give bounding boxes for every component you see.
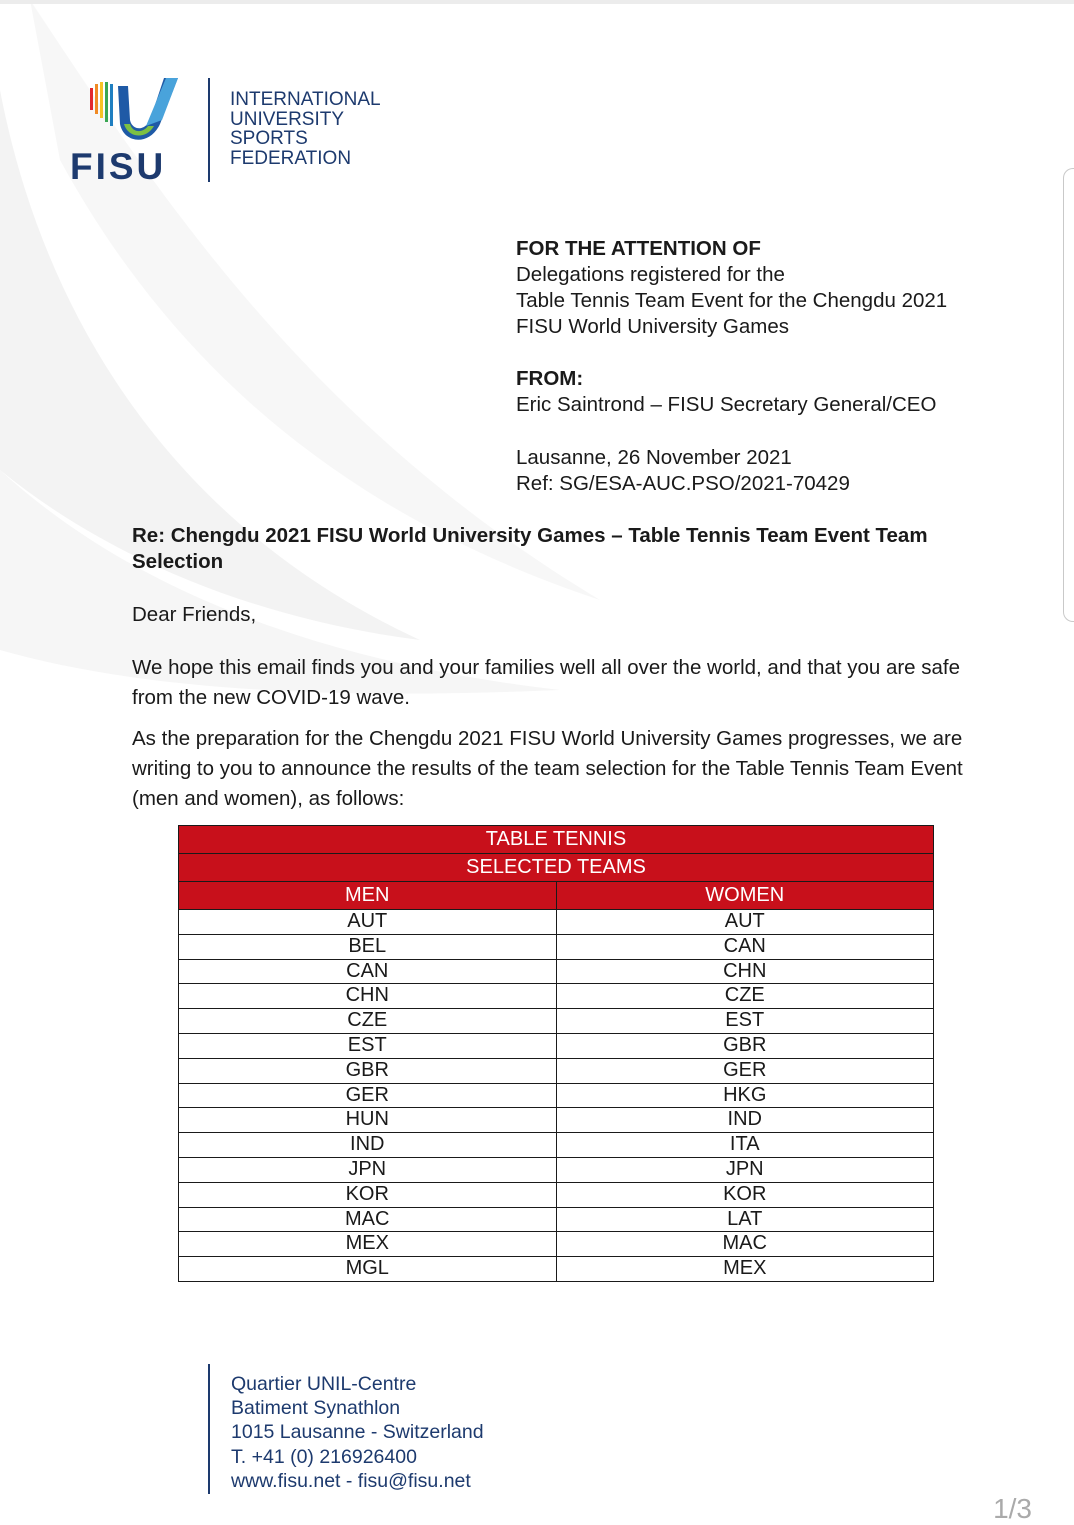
team-cell-women: GER — [556, 1058, 934, 1083]
table-row — [179, 1257, 934, 1282]
team-cell-women: CHN — [556, 959, 934, 984]
team-cell-women: CAN — [556, 934, 934, 959]
team-cell-men: MGL — [179, 1257, 557, 1282]
top-border — [0, 0, 1074, 4]
federation-name — [230, 90, 381, 168]
table-subtitle: SELECTED TEAMS — [179, 854, 934, 882]
from-line: Eric Saintrond – FISU Secretary General/CEO — [516, 393, 937, 416]
table-title: TABLE TENNIS — [179, 826, 934, 854]
logo-divider — [208, 78, 210, 182]
team-cell-women: MAC — [556, 1232, 934, 1257]
table-row — [179, 1009, 934, 1034]
address-line: Quartier UNIL-Centre — [231, 1373, 417, 1395]
greeting: Dear Friends, — [132, 603, 257, 626]
address-lines — [231, 1372, 484, 1493]
team-cell-men: EST — [179, 1033, 557, 1058]
phone-line: T. +41 (0) 216926400 — [231, 1445, 417, 1468]
reference: Ref: SG/ESA-AUC.PSO/2021-70429 — [516, 472, 850, 495]
table-row — [179, 1083, 934, 1108]
team-cell-women: EST — [556, 1009, 934, 1034]
team-cell-women: AUT — [556, 910, 934, 935]
team-cell-men: JPN — [179, 1157, 557, 1182]
table-row — [179, 1232, 934, 1257]
table-row — [179, 1157, 934, 1182]
page-number: 1/3 — [993, 1493, 1032, 1524]
team-cell-men: MEX — [179, 1232, 557, 1257]
address-line: 1015 Lausanne - Switzerland — [231, 1421, 484, 1444]
team-cell-women: ITA — [556, 1133, 934, 1158]
team-cell-women: LAT — [556, 1207, 934, 1232]
team-cell-women: CZE — [556, 984, 934, 1009]
table-row — [179, 959, 934, 984]
selected-teams-table — [178, 825, 934, 1282]
team-cell-men: CHN — [179, 984, 557, 1009]
attention-line: FISU World University Games — [516, 315, 790, 338]
table-row — [179, 984, 934, 1009]
team-cell-women: IND — [556, 1108, 934, 1133]
table-body — [179, 910, 934, 1282]
paragraph: As the preparation for the Chengdu 2021 FISU World University Games progresses, we are writing to you to announce the results of the team selection for the Table Tennis Team Event (men and women), as follows: — [132, 727, 963, 810]
table-row — [179, 1133, 934, 1158]
team-cell-men: BEL — [179, 934, 557, 959]
team-cell-men: GER — [179, 1083, 557, 1108]
web-email-line: www.fisu.net - fisu@fisu.net — [231, 1469, 471, 1492]
column-header-men: MEN — [179, 882, 557, 910]
team-cell-women: JPN — [556, 1157, 934, 1182]
column-header-women: WOMEN — [556, 882, 934, 910]
paragraph: We hope this email finds you and your families well all over the world, and that you are safe from the new COVID-19 wave. — [132, 656, 961, 709]
table-row — [179, 1207, 934, 1232]
footer-divider — [208, 1364, 210, 1494]
federation-name-line: UNIVERSITY — [230, 108, 345, 130]
federation-name-line: FEDERATION — [230, 147, 352, 169]
federation-name-line: INTERNATIONAL — [230, 89, 381, 110]
team-cell-women: MEX — [556, 1257, 934, 1282]
team-cell-men: MAC — [179, 1207, 557, 1232]
from-heading: FROM: — [516, 367, 584, 390]
date-ref-block — [516, 445, 850, 497]
fisu-logo — [70, 76, 400, 186]
table-row — [179, 1108, 934, 1133]
attention-line: Delegations registered for the — [516, 263, 785, 286]
table-row — [179, 1058, 934, 1083]
federation-name-line: SPORTS — [230, 128, 308, 149]
table-row — [179, 910, 934, 935]
team-cell-men: CZE — [179, 1009, 557, 1034]
team-cell-men: AUT — [179, 910, 557, 935]
team-cell-men: KOR — [179, 1182, 557, 1207]
team-cell-women: GBR — [556, 1033, 934, 1058]
attention-block — [516, 236, 947, 340]
address-line: Batiment Synathlon — [231, 1397, 401, 1420]
fisu-emblem-icon — [88, 76, 184, 142]
from-block — [516, 366, 936, 418]
attention-heading: FOR THE ATTENTION OF — [516, 237, 761, 260]
table-row — [179, 934, 934, 959]
dateline: Lausanne, 26 November 2021 — [516, 446, 792, 469]
table-row — [179, 1033, 934, 1058]
table-row — [179, 1182, 934, 1207]
team-cell-men: HUN — [179, 1108, 557, 1133]
team-cell-women: HKG — [556, 1083, 934, 1108]
fisu-wordmark: FISU — [70, 146, 167, 187]
team-cell-men: GBR — [179, 1058, 557, 1083]
subject-line: Re: Chengdu 2021 FISU World University Games – Table Tennis Team Event Team Selection — [132, 524, 928, 573]
team-cell-men: CAN — [179, 959, 557, 984]
team-cell-men: IND — [179, 1133, 557, 1158]
next-page-edge — [1063, 168, 1074, 622]
team-cell-women: KOR — [556, 1182, 934, 1207]
attention-line: Table Tennis Team Event for the Chengdu 2021 — [516, 289, 948, 312]
